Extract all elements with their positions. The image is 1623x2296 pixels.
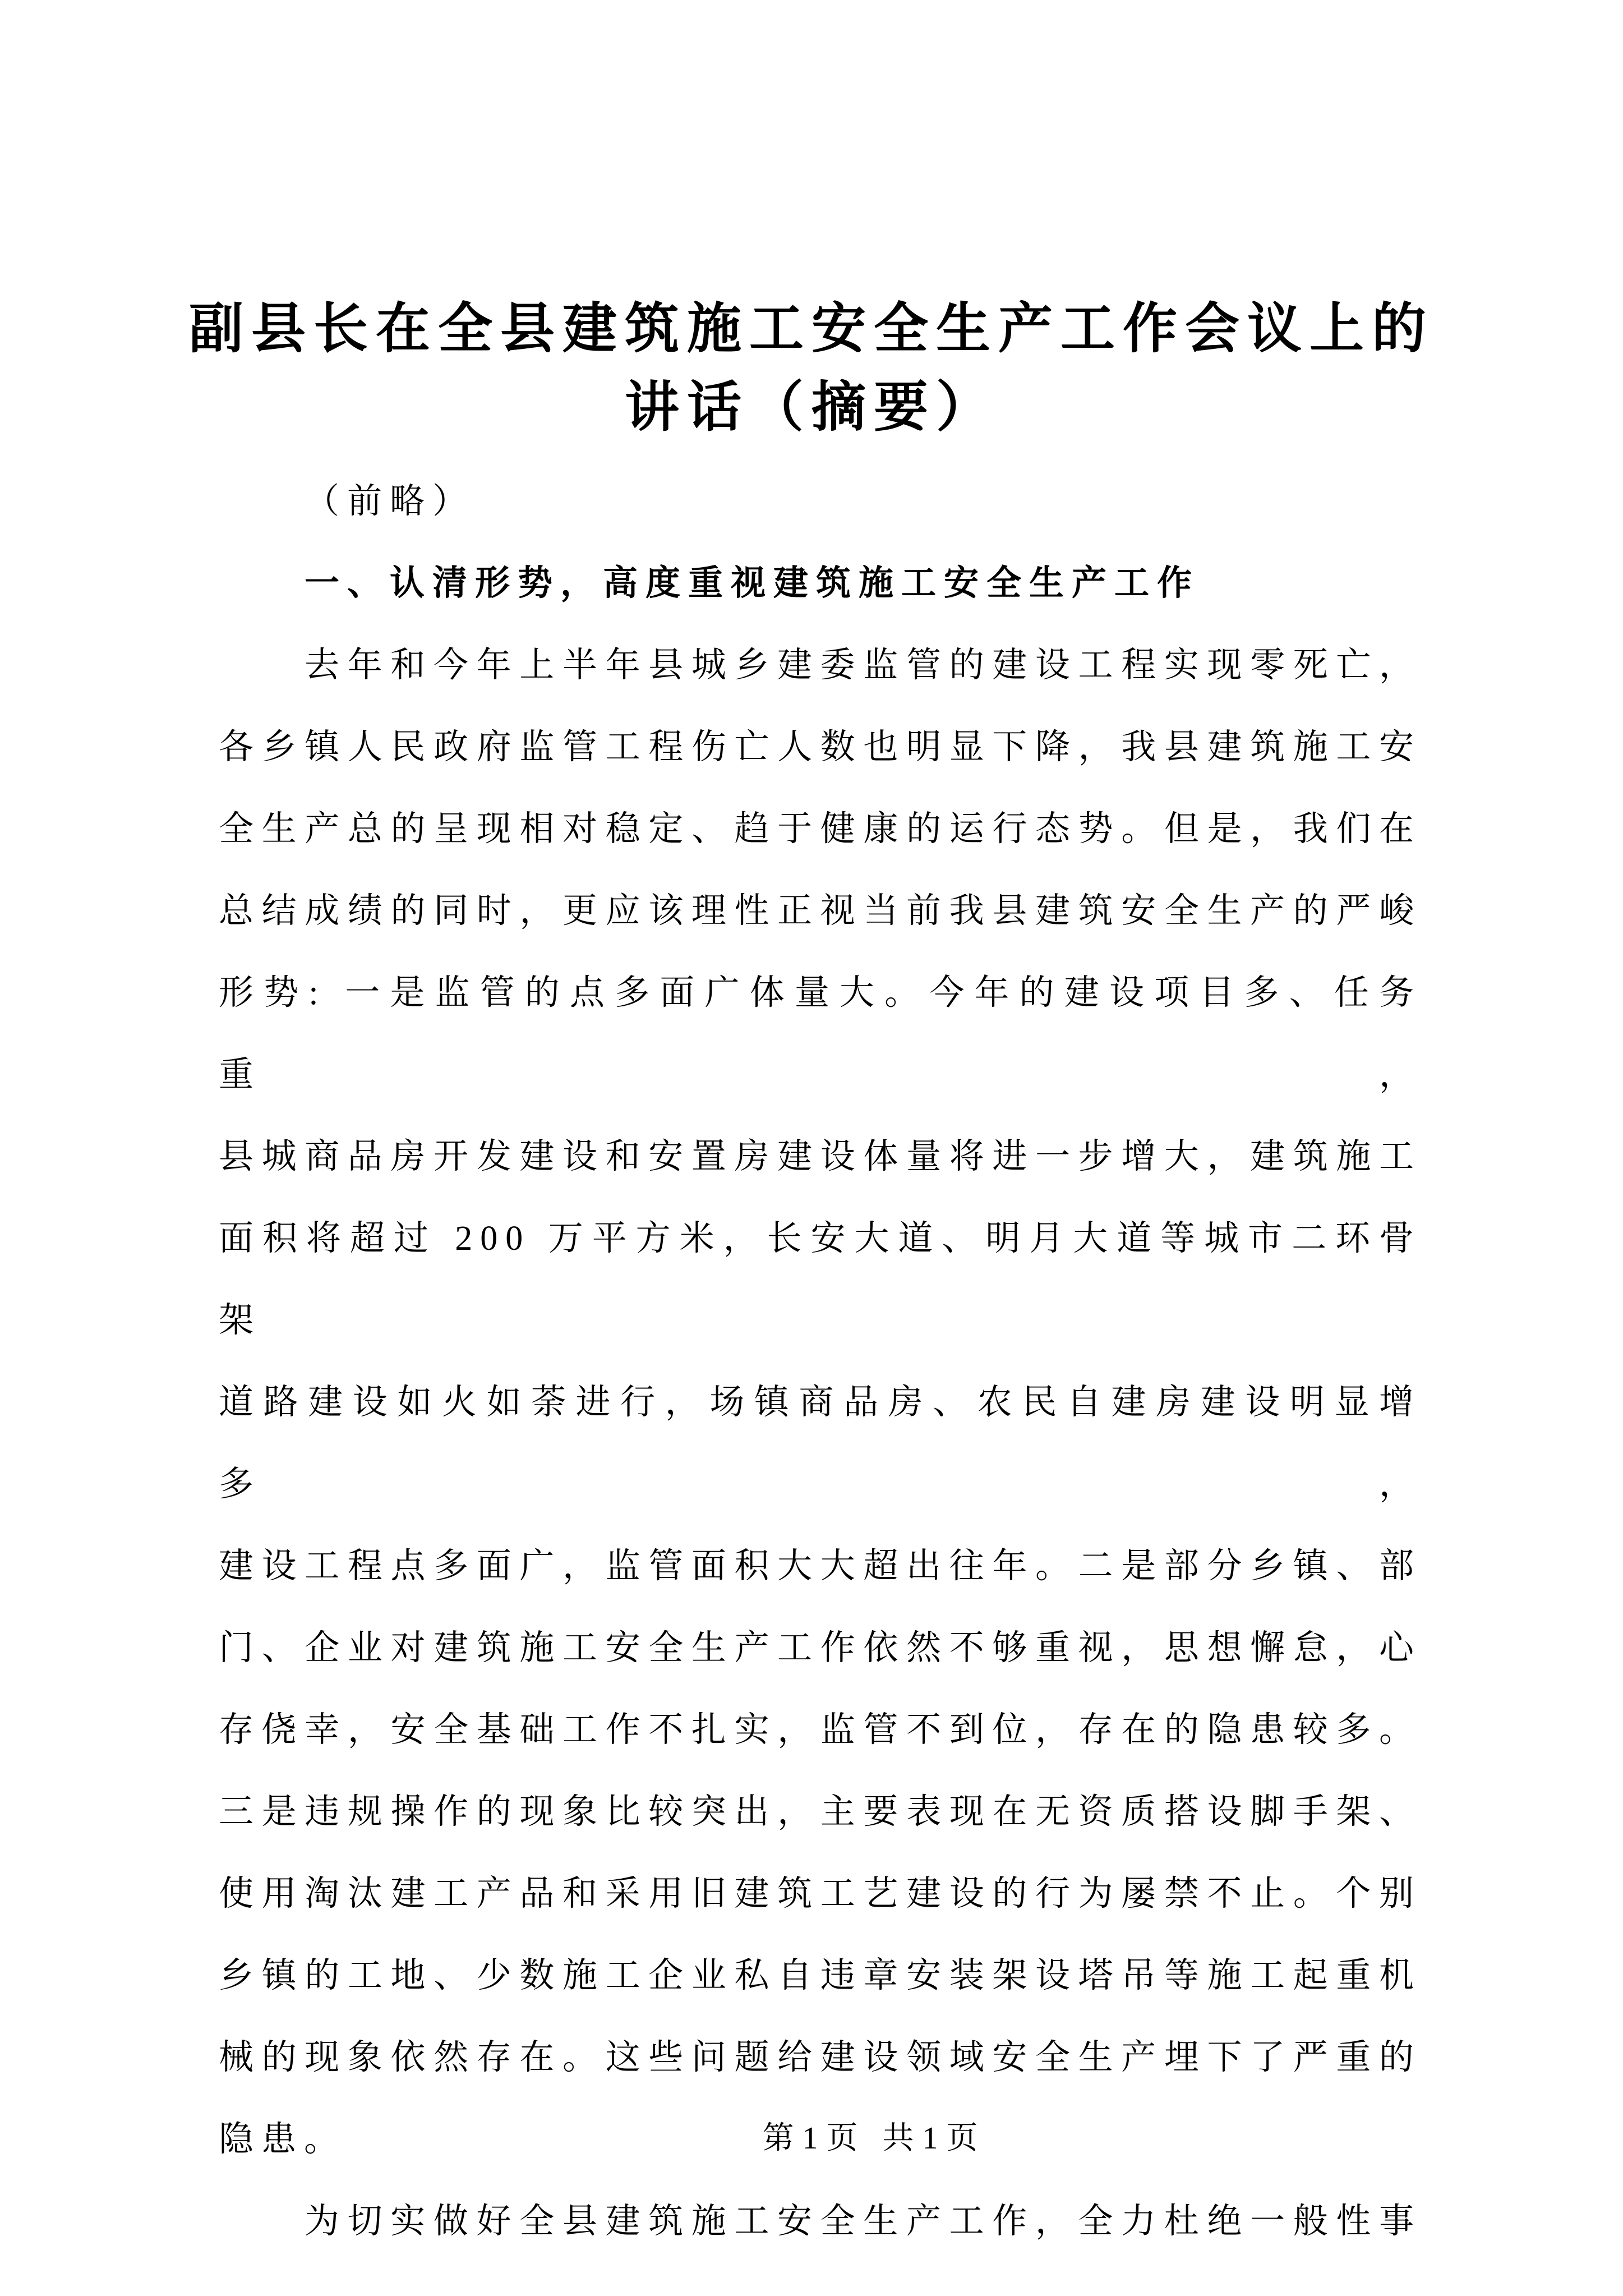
body-line: 全生产总的呈现相对稳定、趋于健康的运行态势。但是，我们在 bbox=[219, 810, 1422, 848]
body-line: 县城商品房开发建设和安置房建设体量将进一步增大，建筑施工 bbox=[219, 1138, 1422, 1176]
body-line: 道路建设如火如荼进行，场镇商品房、农民自建房建设明显增多， bbox=[219, 1383, 1422, 1503]
body-line: 形势: 一是监管的点多面广体量大。今年的建设项目多、任务重， bbox=[219, 974, 1422, 1094]
body-line: （前略） bbox=[305, 482, 476, 521]
title-line-1: 副县长在全县建筑施工安全生产工作会议上的 bbox=[189, 299, 1434, 359]
body-line: 使用淘汰建工产品和采用旧建筑工艺建设的行为屡禁不止。个别 bbox=[219, 1875, 1422, 1913]
document-body bbox=[219, 461, 1422, 2262]
body-line: 总结成绩的同时，更应该理性正视当前我县建筑安全生产的严峻 bbox=[219, 892, 1422, 930]
body-line: 三是违规操作的现象比较突出，主要表现在无资质搭设脚手架、 bbox=[219, 1793, 1422, 1831]
page-number: 第1页 共1页 bbox=[762, 2121, 986, 2156]
body-line: 去年和今年上半年县城乡建委监管的建设工程实现零死亡， bbox=[305, 646, 1422, 684]
body-line: 械的现象依然存在。这些问题给建设领域安全生产埋下了严重的 bbox=[219, 2039, 1422, 2077]
title-line-2: 讲话（摘要） bbox=[625, 378, 998, 438]
body-line: 乡镇的工地、少数施工企业私自违章安装架设塔吊等施工起重机 bbox=[219, 1957, 1422, 1995]
body-line: 各乡镇人民政府监管工程伤亡人数也明显下降，我县建筑施工安 bbox=[219, 728, 1422, 766]
body-line: 建设工程点多面广，监管面积大大超出往年。二是部分乡镇、部 bbox=[219, 1547, 1422, 1585]
body-line: 为切实做好全县建筑施工安全生产工作，全力杜绝一般性事 bbox=[305, 2202, 1422, 2240]
body-line: 存侥幸，安全基础工作不扎实，监管不到位，存在的隐患较多。 bbox=[219, 1711, 1422, 1749]
body-line: 门、企业对建筑施工安全生产工作依然不够重视，思想懈怠，心 bbox=[219, 1629, 1422, 1667]
page-footer bbox=[63, 2120, 1623, 2156]
document-title bbox=[84, 290, 1539, 447]
body-line: 隐患。 bbox=[219, 2120, 347, 2159]
section-heading: 一、认清形势，高度重视建筑施工安全生产工作 bbox=[305, 564, 1200, 602]
body-line: 面积将超过 200 万平方米，长安大道、明月大道等城市二环骨架 bbox=[219, 1220, 1422, 1340]
